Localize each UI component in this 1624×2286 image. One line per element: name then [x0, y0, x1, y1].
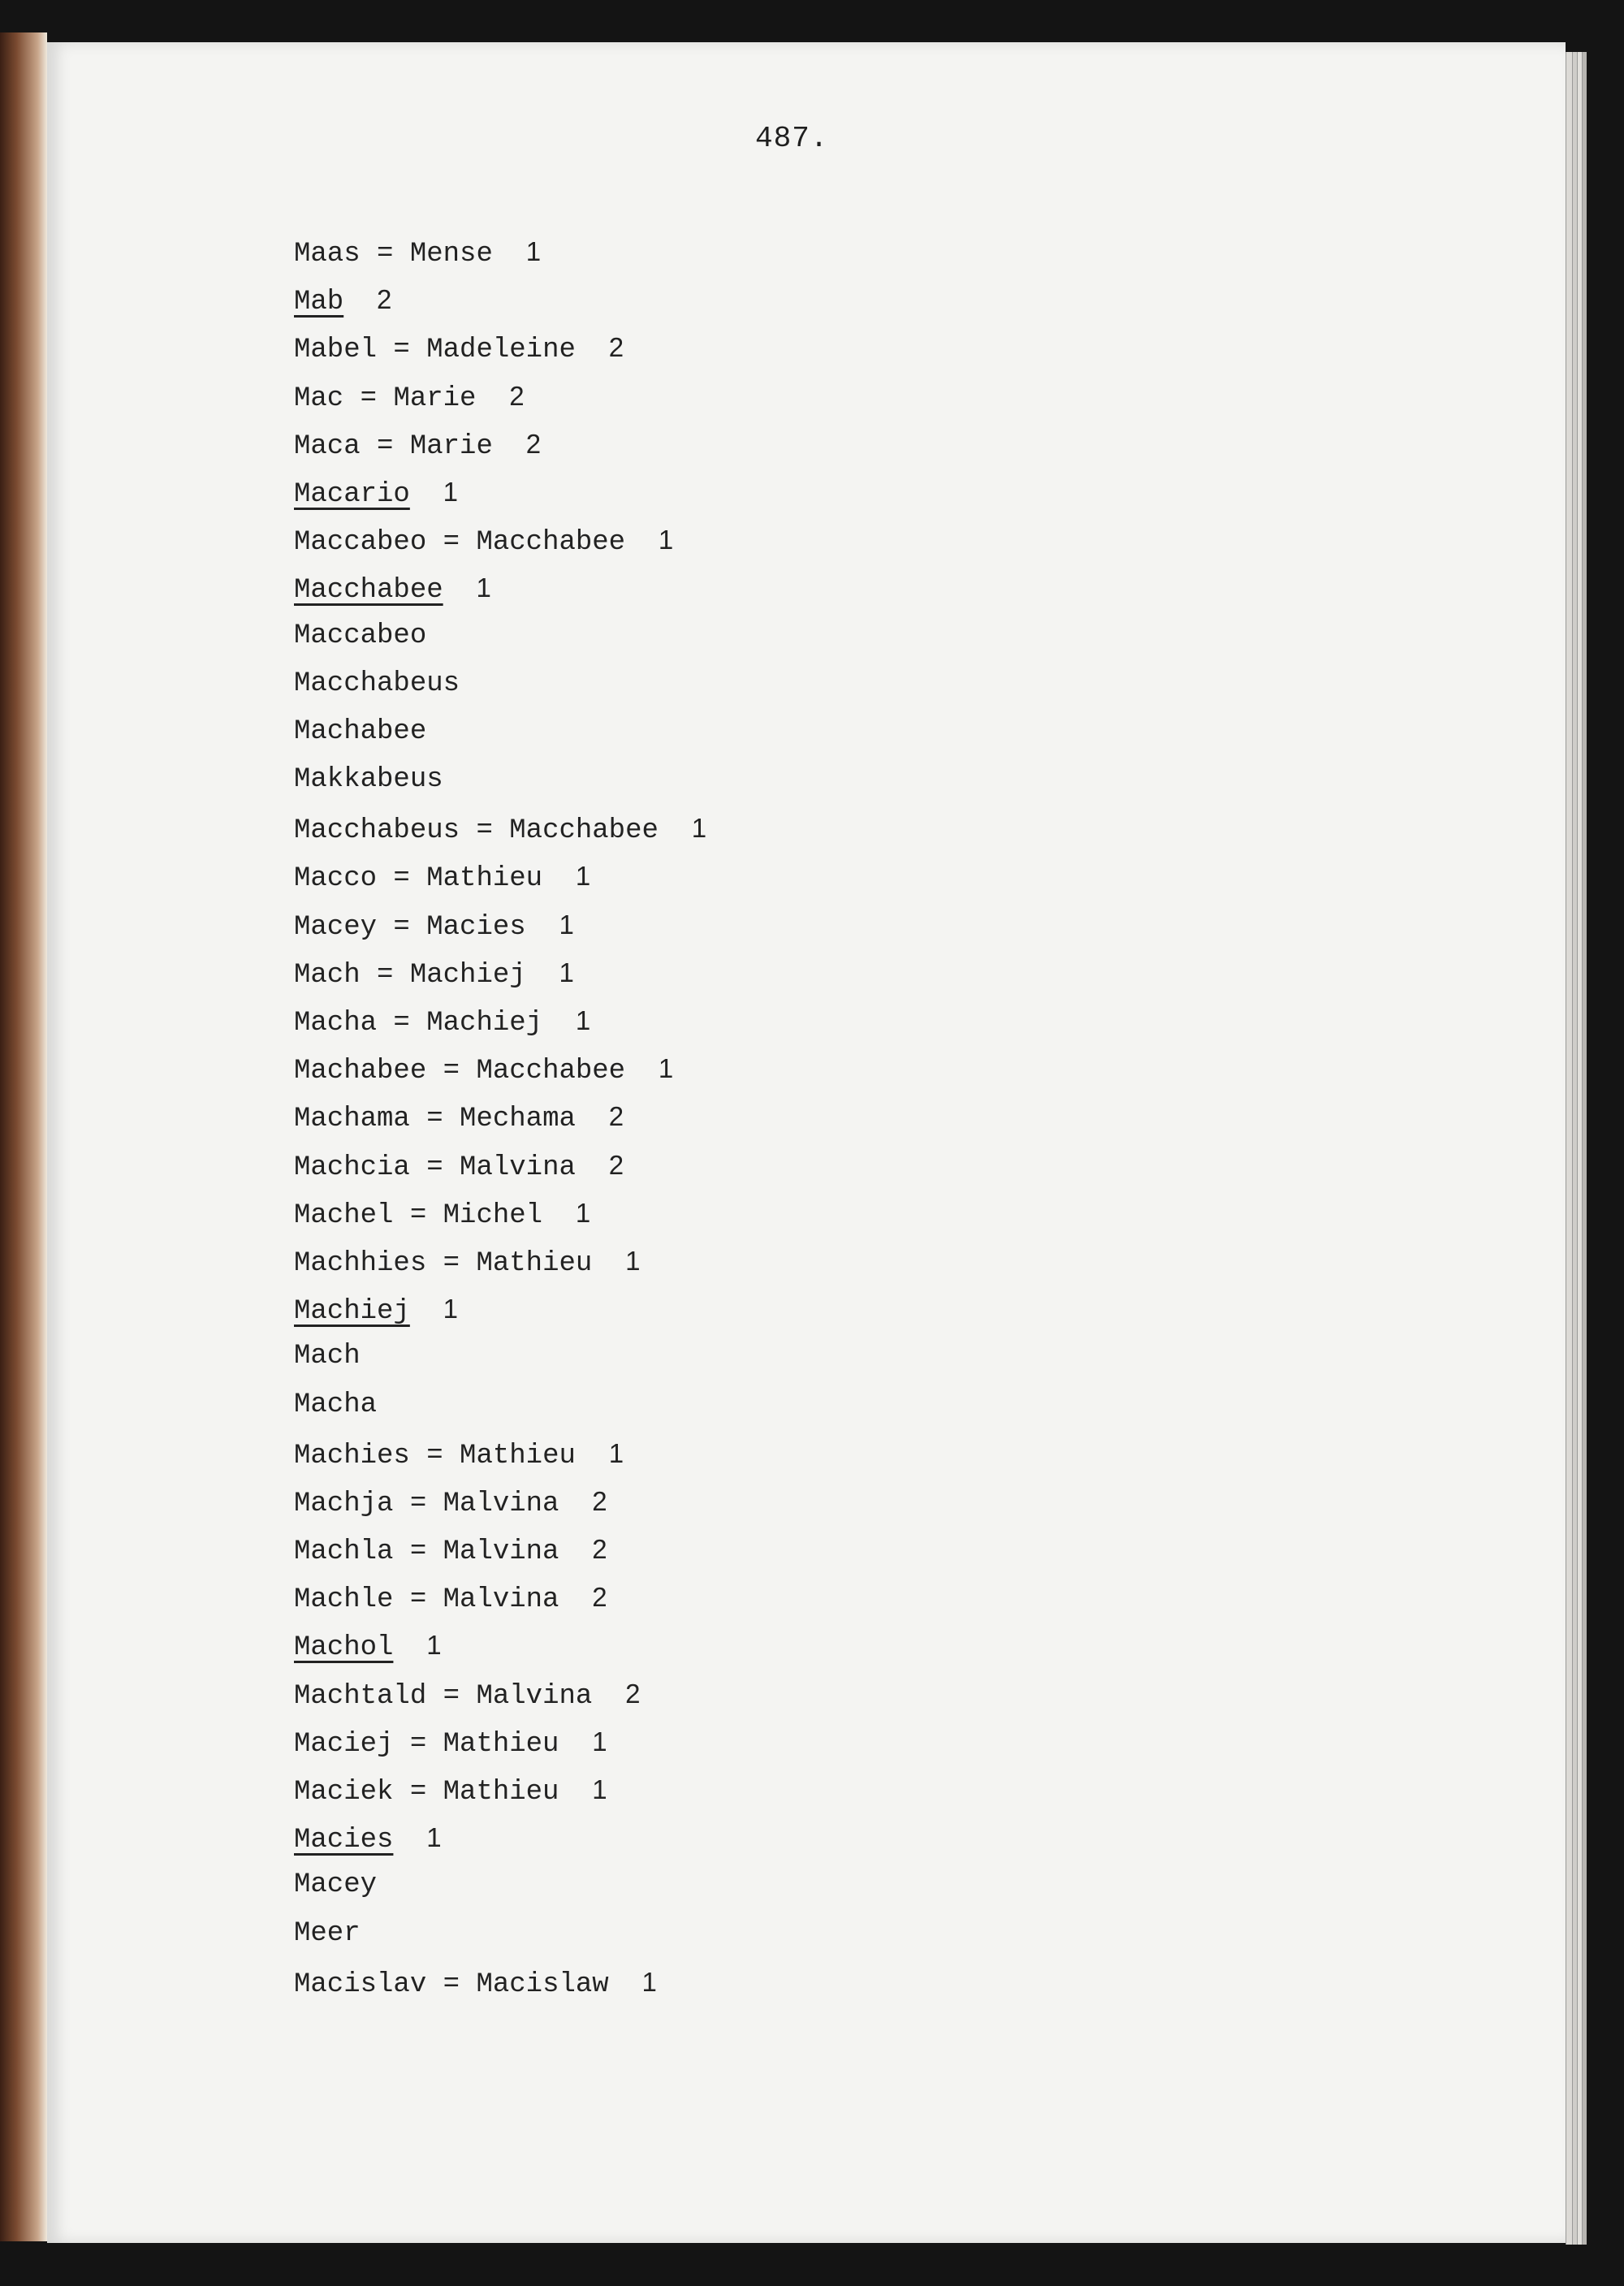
entry-equivalent: Malvina	[443, 1536, 559, 1568]
entry-equivalent: Mathieu	[443, 1777, 559, 1808]
name-entry	[294, 1621, 706, 1669]
entry-equivalent: Madeleine	[426, 335, 576, 366]
entry-name: Maciej	[294, 1728, 394, 1760]
entry-number: 2	[625, 1678, 641, 1709]
entry-equivalent: Malvina	[460, 1152, 576, 1183]
entry-equivalent: Malvina	[443, 1488, 559, 1519]
name-entry: Maas = Mense 1	[294, 236, 542, 270]
name-entry: Maciej = Mathieu 1	[294, 1726, 607, 1760]
name-entry: Machhies = Mathieu 1	[294, 1245, 641, 1279]
entry-name: Maca	[294, 430, 361, 462]
name-entry	[294, 1910, 706, 1958]
name-entry: Machle = Malvina 2	[294, 1582, 607, 1616]
entry-headword-underlined: Mab	[294, 287, 344, 318]
entry-equivalent: Mathieu	[426, 863, 543, 895]
page-number: 487.	[755, 122, 829, 155]
entry-number: 2	[592, 1485, 607, 1516]
entry-number: 1	[641, 1966, 657, 1997]
name-entry: Maciek = Mathieu 1	[294, 1774, 607, 1808]
entry-number: 1	[426, 1822, 442, 1853]
entry-number: 1	[575, 1005, 591, 1035]
entry-equivalent: Marie	[409, 430, 493, 462]
name-entry	[294, 1333, 706, 1381]
entry-equivalent: Marie	[393, 382, 477, 414]
entry-name: Macchabeus	[294, 815, 460, 847]
document-page	[47, 42, 1566, 2243]
name-entry: Machtald = Malvina 2	[294, 1678, 641, 1712]
entry-number: 1	[559, 957, 574, 987]
name-entry	[294, 1813, 706, 1861]
entry-name: Macco	[294, 863, 378, 895]
entry-number: 1	[658, 525, 674, 555]
entry-equivalent: Machiej	[409, 959, 526, 991]
entry-equivalent: Macies	[426, 911, 526, 943]
entry-equivalent: Macchabee	[476, 1056, 626, 1087]
entry-number: 1	[691, 813, 707, 844]
entry-name: Macey	[294, 911, 378, 943]
entry-number: 2	[525, 428, 542, 459]
entry-number: 2	[608, 332, 624, 363]
name-entry: Machcia = Malvina 2	[294, 1149, 624, 1183]
name-entry	[294, 564, 706, 611]
entry-number: 2	[509, 380, 525, 411]
entry-equivalent: Mathieu	[476, 1247, 593, 1279]
entry-number: 2	[592, 1582, 607, 1613]
name-entry: Machies = Mathieu 1	[294, 1437, 624, 1471]
entry-number: 1	[476, 573, 491, 603]
name-entry: Macco = Mathieu 1	[294, 861, 591, 895]
entry-name: Machel	[294, 1199, 394, 1231]
name-entry	[294, 1285, 706, 1333]
name-entry: Machel = Michel 1	[294, 1197, 591, 1231]
entry-number: 1	[559, 909, 574, 940]
name-entry	[294, 1861, 706, 1909]
name-entry	[294, 660, 706, 708]
entry-number: 1	[592, 1726, 607, 1757]
entry-name: Machhies	[294, 1247, 427, 1279]
entry-equivalent: Machiej	[426, 1008, 543, 1039]
name-entry: Macchabeus = Macchabee 1	[294, 813, 707, 847]
name-entry	[294, 708, 706, 756]
entry-number: 1	[608, 1437, 624, 1468]
entry-name: Machcia	[294, 1152, 410, 1183]
entry-name: Machle	[294, 1584, 394, 1616]
entry-name: Mach	[294, 1341, 361, 1372]
entry-equivalent: Macislaw	[476, 1968, 609, 2000]
entry-name: Machama	[294, 1104, 410, 1135]
entry-name: Macha	[294, 1389, 378, 1420]
entry-name: Maas	[294, 239, 361, 270]
entry-equivalent: Mathieu	[460, 1440, 576, 1471]
entry-headword-underlined: Macies	[294, 1825, 394, 1856]
entry-name: Machtald	[294, 1680, 427, 1712]
entry-headword-underlined: Macchabee	[294, 575, 443, 607]
entry-name: Meer	[294, 1917, 361, 1949]
name-entry: Macislav = Macislaw 1	[294, 1966, 657, 2000]
entry-number: 1	[426, 1630, 442, 1661]
book-binding-edge	[0, 32, 47, 2241]
name-entry	[294, 1381, 706, 1429]
entry-number: 2	[592, 1534, 607, 1565]
entry-equivalent: Malvina	[443, 1584, 559, 1616]
entry-number: 2	[608, 1101, 624, 1132]
name-entry: Machla = Malvina 2	[294, 1534, 607, 1568]
name-entry-list	[294, 227, 706, 2006]
entry-name: Mach	[294, 959, 361, 991]
name-entry: Maca = Marie 2	[294, 428, 542, 462]
entry-equivalent: Malvina	[476, 1680, 593, 1712]
name-entry: Macey = Macies 1	[294, 909, 574, 943]
entry-headword-underlined: Macario	[294, 478, 410, 510]
entry-number: 2	[608, 1149, 624, 1180]
entry-number: 1	[658, 1053, 674, 1084]
entry-number: 1	[443, 476, 458, 507]
entry-name: Macha	[294, 1008, 378, 1039]
name-entry: Mabel = Madeleine 2	[294, 332, 624, 366]
entry-name: Macchabeus	[294, 668, 460, 699]
name-entry: Maccabeo = Macchabee 1	[294, 525, 674, 559]
entry-equivalent: Michel	[443, 1199, 543, 1231]
entry-number: 1	[443, 1294, 458, 1324]
entry-name: Machla	[294, 1536, 394, 1568]
entry-name: Machabee	[294, 1056, 427, 1087]
entry-equivalent: Mechama	[460, 1104, 576, 1135]
name-entry: Macha = Machiej 1	[294, 1005, 591, 1039]
entry-name: Maccabeo	[294, 527, 427, 559]
entry-number: 1	[575, 1197, 591, 1228]
entry-number: 2	[377, 284, 392, 315]
name-entry	[294, 468, 706, 516]
entry-name: Mabel	[294, 335, 378, 366]
name-entry: Machama = Mechama 2	[294, 1101, 624, 1135]
entry-number: 1	[525, 236, 542, 266]
entry-equivalent: Macchabee	[476, 527, 626, 559]
entry-name: Mac	[294, 382, 344, 414]
name-entry: Mac = Marie 2	[294, 380, 525, 414]
entry-number: 1	[625, 1245, 641, 1276]
entry-headword-underlined: Machol	[294, 1632, 394, 1664]
entry-number: 1	[575, 861, 591, 892]
name-entry	[294, 756, 706, 804]
entry-headword-underlined: Machiej	[294, 1296, 410, 1328]
name-entry	[294, 275, 706, 323]
entry-name: Maciek	[294, 1777, 394, 1808]
entry-name: Maccabeo	[294, 620, 427, 651]
entry-number: 1	[592, 1774, 607, 1804]
entry-name: Macey	[294, 1869, 378, 1901]
entry-name: Machja	[294, 1488, 394, 1519]
entry-name: Machabee	[294, 715, 427, 747]
name-entry: Machja = Malvina 2	[294, 1485, 607, 1519]
entry-equivalent: Macchabee	[509, 815, 659, 847]
entry-name: Makkabeus	[294, 764, 443, 796]
entry-equivalent: Mathieu	[443, 1728, 559, 1760]
page-stack-edge	[1582, 52, 1587, 2245]
entry-name: Machies	[294, 1440, 410, 1471]
entry-equivalent: Mense	[409, 239, 493, 270]
name-entry: Mach = Machiej 1	[294, 957, 574, 991]
name-entry: Machabee = Macchabee 1	[294, 1053, 674, 1087]
name-entry	[294, 612, 706, 660]
entry-name: Macislav	[294, 1968, 427, 2000]
